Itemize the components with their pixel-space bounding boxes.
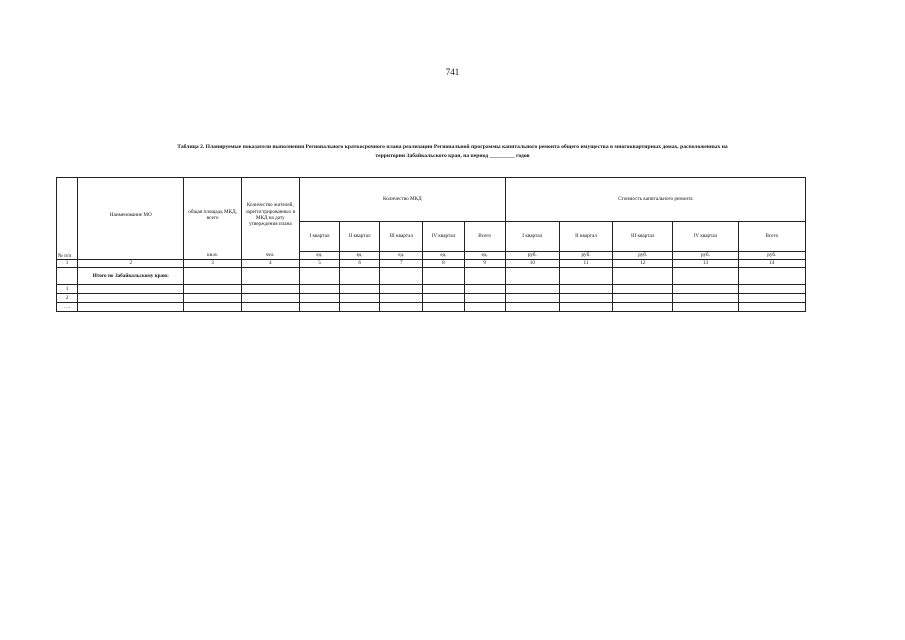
total-row — [57, 268, 806, 285]
table-cell — [738, 303, 805, 312]
header-cost-group: Стоимость капитального ремонта — [505, 178, 805, 222]
col-number: 7 — [380, 260, 423, 268]
header-cost-q3: III квартал — [613, 222, 673, 252]
unit-cell: руб. — [673, 252, 738, 260]
header-cost-q2: II квартал — [559, 222, 612, 252]
unit-cell: ед. — [340, 252, 380, 260]
col-number: 13 — [673, 260, 738, 268]
table-row — [57, 303, 806, 312]
table-cell — [673, 303, 738, 312]
table-cell — [559, 285, 612, 294]
table-cell — [78, 285, 184, 294]
header-mkd-q4: IV квартал — [423, 222, 464, 252]
col-number: 8 — [423, 260, 464, 268]
table-cell — [613, 268, 673, 285]
table-cell — [464, 285, 505, 294]
unit-cell-mo — [78, 252, 184, 260]
col-number: 4 — [241, 260, 299, 268]
table-cell — [423, 294, 464, 303]
table-cell — [423, 285, 464, 294]
header-cost-total: Всего — [738, 222, 805, 252]
table-cell — [241, 294, 299, 303]
col-number: 12 — [613, 260, 673, 268]
table-cell — [738, 294, 805, 303]
table-cell — [340, 294, 380, 303]
caption-line-1: Таблица 2. Планируемые показатели выполнения Регионального краткосрочного плана реализации Региональной программы капитального ремонта общего имущества в многоквартирных домах, расположенных на — [177, 144, 728, 150]
unit-cell: руб. — [505, 252, 559, 260]
col-number: 3 — [184, 260, 241, 268]
table-cell — [673, 268, 738, 285]
table-cell — [559, 303, 612, 312]
table-cell — [299, 303, 339, 312]
unit-cell: руб. — [613, 252, 673, 260]
table-cell — [423, 268, 464, 285]
table-cell — [184, 268, 241, 285]
column-numbers-row — [57, 260, 806, 268]
header-cost-q4: IV квартал — [673, 222, 738, 252]
unit-cell: ед. — [464, 252, 505, 260]
col-number: 1 — [57, 260, 78, 268]
header-cell-num — [57, 178, 78, 252]
table-cell — [738, 268, 805, 285]
table-cell — [340, 285, 380, 294]
table-cell — [241, 303, 299, 312]
unit-cell: руб. — [559, 252, 612, 260]
table-cell — [380, 294, 423, 303]
row-number: …. — [57, 303, 78, 312]
header-mkd-q2: II квартал — [340, 222, 380, 252]
header-mkd-group: Количество МКД — [299, 178, 505, 222]
header-residents: Количество жителей, зарегистрированных в МКД на дату утверждения плана — [241, 178, 299, 252]
unit-cell: ед. — [423, 252, 464, 260]
table-caption — [70, 143, 835, 160]
col-number: 11 — [559, 260, 612, 268]
table-cell — [505, 303, 559, 312]
unit-cell: ед. — [299, 252, 339, 260]
header-mkd-q3: III квартал — [380, 222, 423, 252]
table-cell — [380, 285, 423, 294]
table-cell — [559, 294, 612, 303]
col-number: 14 — [738, 260, 805, 268]
table-cell — [299, 268, 339, 285]
table-cell — [673, 294, 738, 303]
total-label: Итого по Забайкальскому краю: — [78, 268, 184, 285]
row-number: 1 — [57, 285, 78, 294]
indicators-table — [56, 177, 806, 312]
header-area: общая площадь МКД, всего — [184, 178, 241, 252]
table-cell — [613, 303, 673, 312]
table-cell — [464, 303, 505, 312]
table-cell — [505, 294, 559, 303]
table-cell — [464, 268, 505, 285]
table-row — [57, 285, 806, 294]
table-cell — [464, 294, 505, 303]
table-cell — [673, 285, 738, 294]
total-num-cell — [57, 268, 78, 285]
table-cell — [299, 294, 339, 303]
table-cell — [559, 268, 612, 285]
table-cell — [78, 303, 184, 312]
page-number: 741 — [445, 67, 460, 77]
header-mkd-total: Всего — [464, 222, 505, 252]
table-cell — [613, 285, 673, 294]
units-row — [57, 252, 806, 260]
header-mo: Наименование МО — [78, 178, 184, 252]
table-cell — [613, 294, 673, 303]
col-number: 6 — [340, 260, 380, 268]
table-cell — [423, 303, 464, 312]
header-num: № п/п — [57, 252, 78, 260]
table-cell — [78, 294, 184, 303]
col-number: 5 — [299, 260, 339, 268]
unit-cell: руб. — [738, 252, 805, 260]
table-cell — [380, 303, 423, 312]
row-number: 2 — [57, 294, 78, 303]
header-mkd-q1: I квартал — [299, 222, 339, 252]
unit-cell: чел. — [241, 252, 299, 260]
table-cell — [241, 285, 299, 294]
table-cell — [340, 268, 380, 285]
caption-line-2: территории Забайкальского края, на период _________ годов — [375, 152, 530, 159]
table-cell — [299, 285, 339, 294]
col-number: 2 — [78, 260, 184, 268]
table-cell — [380, 268, 423, 285]
table-cell — [184, 303, 241, 312]
col-number: 9 — [464, 260, 505, 268]
table-cell — [184, 294, 241, 303]
table-cell — [505, 268, 559, 285]
table-cell — [241, 268, 299, 285]
table-cell — [505, 285, 559, 294]
table-cell — [184, 285, 241, 294]
col-number: 10 — [505, 260, 559, 268]
header-cost-q1: I квартал — [505, 222, 559, 252]
unit-cell: ед. — [380, 252, 423, 260]
table-cell — [340, 303, 380, 312]
unit-cell: кв.м. — [184, 252, 241, 260]
table-cell — [738, 285, 805, 294]
table-row — [57, 294, 806, 303]
